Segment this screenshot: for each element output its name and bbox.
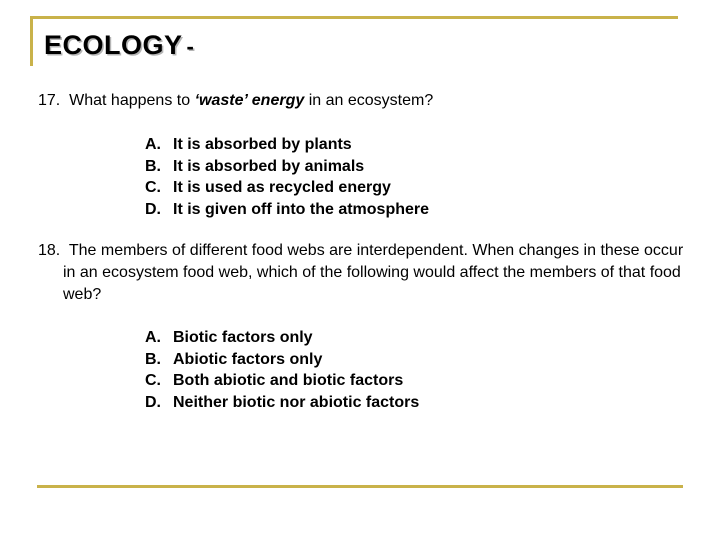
q18-text: The members of different food webs are interdependent. When changes in these occur in an ecosystem food web, which of the following would affect the members of that food web? bbox=[63, 242, 684, 303]
option-text: Abiotic factors only bbox=[173, 350, 323, 368]
option-letter: B. bbox=[145, 350, 161, 368]
option-letter: D. bbox=[145, 200, 161, 218]
option-text: It is absorbed by animals bbox=[173, 157, 365, 175]
q17-text-after: in an ecosystem? bbox=[308, 92, 434, 109]
q17-option-a bbox=[145, 134, 429, 156]
option-letter: D. bbox=[145, 393, 161, 411]
q17-number: 17. bbox=[38, 92, 61, 109]
slide-title bbox=[44, 30, 194, 61]
question-17 bbox=[38, 90, 688, 112]
option-letter: A. bbox=[145, 329, 161, 346]
q17-emphasis: ‘waste’ energy bbox=[194, 92, 305, 109]
option-text: Both abiotic and biotic factors bbox=[173, 372, 404, 389]
q18-option-c bbox=[145, 370, 419, 392]
q17-option-c bbox=[145, 177, 429, 199]
q17-option-d bbox=[145, 199, 429, 221]
option-letter: C. bbox=[145, 372, 161, 389]
frame-left-line bbox=[30, 16, 33, 66]
question-18 bbox=[38, 240, 693, 306]
option-letter: A. bbox=[145, 136, 161, 153]
q18-option-d bbox=[145, 392, 419, 414]
option-letter: C. bbox=[145, 179, 161, 196]
option-letter: B. bbox=[145, 157, 161, 175]
q17-options bbox=[145, 134, 429, 220]
option-text: It is used as recycled energy bbox=[173, 179, 391, 196]
option-text: It is given off into the atmosphere bbox=[173, 200, 430, 218]
q17-option-b bbox=[145, 156, 429, 178]
frame-top-line bbox=[30, 16, 678, 19]
option-text: It is absorbed by plants bbox=[173, 136, 352, 153]
title-dash: - bbox=[186, 34, 195, 59]
q18-options bbox=[145, 327, 419, 413]
q17-text-before: What happens to bbox=[69, 92, 191, 109]
title-text: ECOLOGY bbox=[44, 30, 183, 60]
option-text: Neither biotic nor abiotic factors bbox=[173, 393, 420, 411]
q18-option-a bbox=[145, 327, 419, 349]
q18-number: 18. bbox=[38, 242, 61, 259]
option-text: Biotic factors only bbox=[173, 329, 313, 346]
frame-bottom-line bbox=[37, 485, 683, 488]
q18-option-b bbox=[145, 349, 419, 371]
